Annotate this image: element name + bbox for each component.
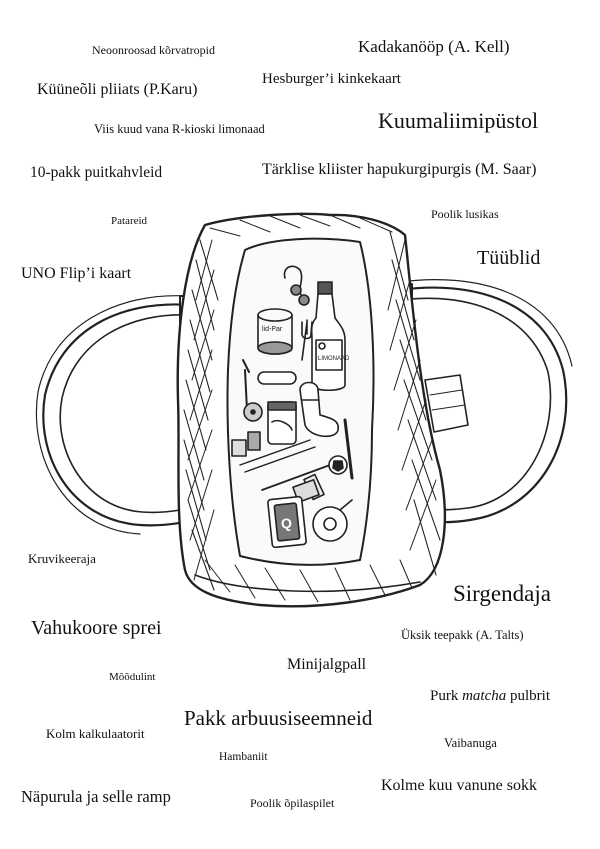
- word-kadakanoop: Kadakanööp (A. Kell): [358, 37, 510, 56]
- word-limonaad: Viis kuud vana R-kioski limonaad: [94, 122, 265, 136]
- word-uno: UNO Flip’i kaart: [21, 265, 132, 282]
- word-vaibanuga: Vaibanuga: [444, 736, 497, 750]
- word-sokk: Kolme kuu vanune sokk: [381, 777, 537, 794]
- word-kalkulaatorit: Kolm kalkulaatorit: [46, 726, 145, 741]
- word-vahukoore: Vahukoore sprei: [31, 617, 162, 639]
- uno-card-item: [268, 496, 307, 547]
- word-kuumaliimi: Kuumaliimipüstol: [378, 108, 539, 133]
- tape-measure-item: [313, 507, 347, 541]
- word-moodulint: Mõõdulint: [109, 671, 156, 683]
- word-teepakk: Üksik teepakk (A. Talts): [401, 628, 524, 642]
- word-neoonroosad: Neoonroosad kõrvatropid: [92, 43, 215, 57]
- word-patareid: Patareid: [111, 215, 148, 227]
- fingerboard-item: [258, 372, 296, 384]
- word-tuublid: Tüüblid: [477, 247, 541, 269]
- word-purk-matcha: Purk matcha pulbrit: [430, 688, 551, 704]
- svg-text:Q: Q: [281, 515, 292, 531]
- svg-text:LIMONAAD: LIMONAAD: [318, 356, 350, 362]
- word-arbuusi: Pakk arbuusiseemneid: [184, 706, 373, 730]
- word-hambaniit: Hambaniit: [219, 751, 268, 763]
- word-minijalgpall: Minijalgpall: [287, 656, 367, 673]
- word-lusikas: Poolik lusikas: [431, 207, 499, 221]
- word-hesburger: Hesburger’i kinkekaart: [262, 71, 401, 87]
- word-kuuneoli: Küüneõli pliiats (P.Karu): [37, 81, 198, 98]
- word-sirgendaja: Sirgendaja: [453, 581, 551, 606]
- word-kruvikeeraja: Kruvikeeraja: [28, 551, 96, 566]
- word-napurula: Näpurula ja selle ramp: [21, 787, 171, 806]
- word-puitkahvleid: 10-pakk puitkahvleid: [30, 164, 163, 181]
- word-tarklise: Tärklise kliister hapukurgipurgis (M. Saar): [262, 161, 537, 178]
- word-opilaspilet: Poolik õpilaspilet: [250, 796, 335, 810]
- svg-text:lid-Par: lid-Par: [262, 326, 283, 333]
